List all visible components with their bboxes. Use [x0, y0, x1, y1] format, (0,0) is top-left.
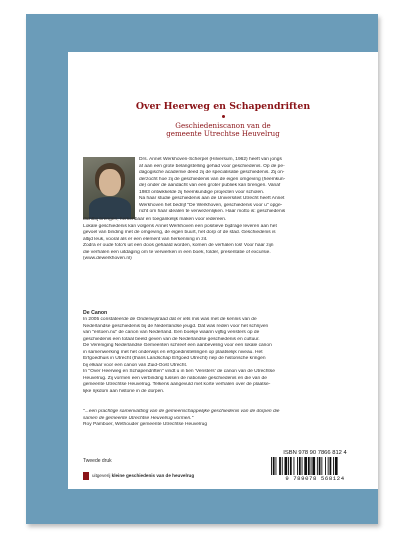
- canon-line: gemeente Utrechtse Heuvelrug. Telkens aangevuld met korte verhalen over de plaatse-: [83, 382, 271, 388]
- bio-line: Lokale geschiedenis kan volgens Annet Werkhoven een positieve bijdrage leveren aan het: [83, 223, 277, 229]
- canon-line: Nederlandse geschiedenis bij de Nederlandse jeugd. Dat was reden voor het schrijven: [83, 323, 269, 329]
- barcode-bars: [271, 457, 361, 475]
- edition-label: Tweede druk: [83, 458, 112, 464]
- subtitle-line: gemeente Utrechtse Heuvelrug: [166, 129, 280, 139]
- book-title: Over Heerweg en Schapendriften: [135, 101, 311, 112]
- publisher-icon: [83, 472, 89, 480]
- isbn-label: ISBN 978 90 7866 812 4: [283, 450, 347, 456]
- bio-line: altijd leuk, vooral als er een element van herkenning in zit.: [83, 236, 208, 242]
- canon-text: [83, 317, 365, 396]
- canon-line: Erfgoedhuis in Utrecht (thans Landschap Erfgoed Utrecht) riep de historische kringen: [83, 356, 266, 362]
- canon-line: In "Over Heerweg en Schapendriften" vindt u in tien 'Vensters' de canon van de Utrechtse: [83, 369, 275, 375]
- publisher-prefix: uitgeverij: [92, 473, 111, 478]
- bio-line: Na haar studie geschiedenis aan de Universiteit Utrecht heeft Annet: [139, 196, 285, 202]
- text-panel: [68, 52, 378, 489]
- endorsement-quote: [83, 409, 365, 429]
- publisher-name: kleine geschiedenis van de heuvelrug: [111, 473, 195, 478]
- author-bio-intro: [139, 157, 365, 216]
- quote-line: samen de gemeente Utrechtse Heuvelrug vormen.": [83, 415, 194, 421]
- isbn-barcode: [265, 450, 365, 482]
- book-back-cover: [26, 14, 378, 524]
- quote-line: "...een prachtige samenvatting van de gemeenschappelijke geschiedenis van de dorpen die: [83, 409, 280, 414]
- book-subtitle: [68, 122, 378, 139]
- bio-line: de) onder de aandacht van een groter publiek kan brengen. Vanaf: [139, 183, 281, 189]
- author-photo: [83, 157, 135, 219]
- canon-line: De Vereniging Nederlandse Gemeenten schreef een aanbeveling voor een lokale canon: [83, 343, 272, 349]
- canon-line: van "entoen.nu" de canon van Nederland. Een boekje waarin vijftig vensters op de: [83, 330, 260, 336]
- bio-line: Drs. Annet Werkhoven-Scherpel (Hilversum, 1962) heeft van jongs: [139, 157, 282, 162]
- canon-line: lijke rijkdom aan historie in de dorpen.: [83, 389, 165, 395]
- canon-line: in samenwerking met het onderwijs en erfgoedinstellingen op plaatselijk niveau. Het: [83, 349, 263, 355]
- subtitle-line: Geschiedeniscanon van de: [175, 121, 271, 130]
- canon-line: geschiedenis een totaal beeld geven van de Nederlandse geschiedenis en cultuur.: [83, 336, 260, 342]
- title-divider-dot: [222, 115, 225, 118]
- bio-line: Zodra er oude foto's uit een doos gehaald worden, komen de verhalen los! Voor haar zijn: [83, 243, 274, 249]
- bio-line: derzocht hoe zij de geschiedenis van de eigen omgeving (heemkun-: [139, 176, 286, 182]
- author-bio: [83, 217, 365, 263]
- canon-line: bij elkaar voor een canon van Zuid-Oost Utrecht.: [83, 362, 188, 368]
- ean-digits: 9 789078 568124: [285, 475, 345, 482]
- bio-line: richt om haar idealen te verwezenlijken. Haar motto is: geschiedenis: [139, 209, 286, 215]
- bio-line: af aan een grote belangstelling gehad voor geschiedenis. Op de pe-: [139, 163, 285, 169]
- canon-heading: De Canon: [83, 310, 108, 316]
- bio-line: dagogische academie deed zij de specialisatie geschiedenis. Zij on-: [139, 170, 285, 176]
- publisher-text: [92, 473, 194, 478]
- bio-line: (www.dewerkhoven.nl): [83, 256, 132, 262]
- quote-attribution: Roy Pamboer, Wethouder gemeente Utrechtse Heuvelrug: [83, 422, 208, 428]
- bio-line: die verhalen een uitdaging om te verwerken in een boek, folder, presentatie of excursie.: [83, 249, 271, 255]
- canon-line: Heuvelrug. Zij vormen een verbinding tussen de nationale geschiedenis en die van de: [83, 375, 267, 381]
- canon-line: In 2005 constateerde de Onderwijsraad dat er iets mis was met de kennis van de: [83, 317, 257, 322]
- bio-line: dichtbij brengen, herkenbaar en toegankelijk maken voor iedereen.: [83, 217, 227, 222]
- bio-line: Werkhoven het bedrijf "De Werkhoven, geschiedenis voor u" opge-: [139, 202, 283, 208]
- bio-line: 1983 ontwikkelde zij heemkundige projecten voor scholen.: [139, 189, 265, 195]
- bio-line: gevoel van binding met de omgeving, de eigen buurt, het dorp of de stad. Geschiedenis is: [83, 230, 276, 236]
